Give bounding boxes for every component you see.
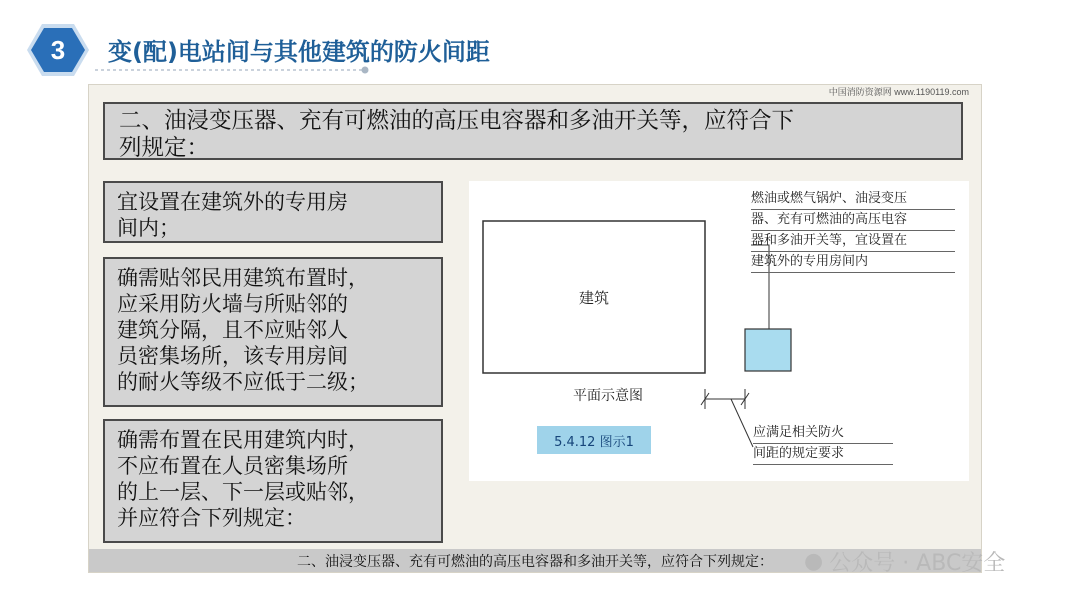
rule-line: 宜设置在建筑外的专用房 bbox=[117, 190, 348, 214]
spacing-diagram bbox=[469, 181, 969, 481]
source-credit: 中国消防资源网 www.1190119.com bbox=[828, 87, 969, 97]
rule-line: 不应布置在人员密集场所 bbox=[117, 454, 348, 478]
note-transformer-placement bbox=[751, 189, 955, 273]
heading-line: 二、油浸变压器、充有可燃油的高压电容器和多油开关等，应符合下 bbox=[119, 108, 795, 134]
note-fire-spacing bbox=[753, 423, 893, 465]
rule-line: 应采用防火墙与所贴邻的 bbox=[117, 292, 348, 316]
note-line: 建筑外的专用房间内 bbox=[751, 252, 955, 273]
wechat-icon: ● bbox=[804, 549, 824, 574]
transformer-room bbox=[745, 329, 791, 371]
rule-item-3 bbox=[103, 419, 443, 543]
heading-box bbox=[103, 102, 963, 160]
rule-item-1 bbox=[103, 181, 443, 243]
rule-item-2 bbox=[103, 257, 443, 407]
note-line: 器、充有可燃油的高压电容 bbox=[751, 210, 955, 231]
heading-line: 列规定： bbox=[119, 135, 210, 161]
rule-line: 确需贴邻民用建筑布置时， bbox=[117, 266, 369, 290]
rule-line: 的耐火等级不应低于二级； bbox=[117, 370, 369, 394]
wechat-watermark-text: 公众号 · ABC安全 bbox=[829, 551, 1006, 576]
rule-line: 员密集场所，该专用房间 bbox=[117, 344, 348, 368]
section-number: 3 bbox=[50, 34, 66, 65]
rule-line: 并应符合下列规定： bbox=[117, 506, 306, 530]
rule-line: 间内； bbox=[117, 216, 180, 240]
note-line: 燃油或燃气锅炉、油浸变压 bbox=[751, 189, 955, 210]
plan-caption: 平面示意图 bbox=[573, 388, 643, 404]
wechat-watermark bbox=[804, 546, 1005, 577]
title-underline bbox=[95, 64, 375, 76]
figure-label: 5.4.12 图示1 bbox=[537, 426, 651, 454]
rule-line: 确需布置在民用建筑内时， bbox=[117, 428, 369, 452]
note-line: 应满足相关防火 bbox=[753, 423, 893, 444]
slide-panel bbox=[88, 84, 982, 573]
rule-line: 的上一层、下一层或贴邻， bbox=[117, 480, 369, 504]
rule-line: 建筑分隔，且不应贴邻人 bbox=[117, 318, 348, 342]
building-label: 建筑 bbox=[579, 289, 610, 307]
leader-line-bottom bbox=[731, 399, 753, 447]
footer-caption: 二、油浸变压器、充有可燃油的高压电容器和多油开关等，应符合下列规定： bbox=[89, 549, 981, 572]
slide-title: 变(配)电站间与其他建筑的防火间距 bbox=[108, 38, 490, 66]
note-line: 间距的规定要求 bbox=[753, 444, 893, 465]
note-line: 器和多油开关等，宜设置在 bbox=[751, 231, 955, 252]
